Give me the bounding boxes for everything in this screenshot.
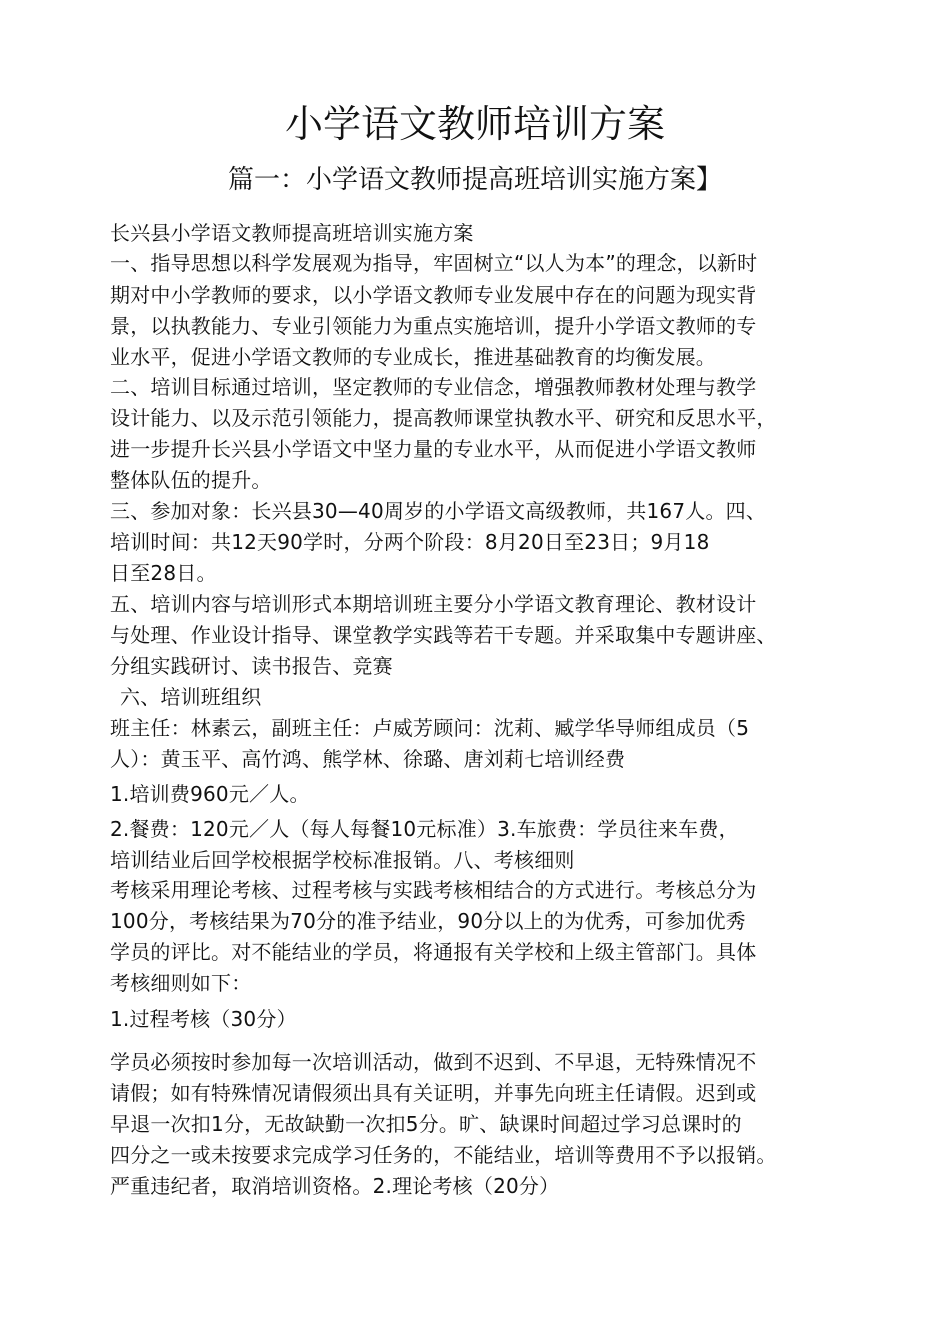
body-line: 进一步提升长兴县小学语文中坚力量的专业水平，从而促进小学语文教师 <box>110 437 757 461</box>
body-line: 100分，考核结果为70分的准予结业，90分以上的为优秀，可参加优秀 <box>110 909 746 933</box>
body-line: 二、培训目标通过培训，坚定教师的专业信念，增强教师教材处理与教学 <box>110 375 757 399</box>
body-line: 请假；如有特殊情况请假须出具有关证明，并事先向班主任请假。迟到或 <box>110 1081 757 1105</box>
body-line: 景，以执教能力、专业引领能力为重点实施培训，提升小学语文教师的专 <box>110 314 757 338</box>
body-line: 考核采用理论考核、过程考核与实践考核相结合的方式进行。考核总分为 <box>110 878 757 902</box>
body-line: 与处理、作业设计指导、课堂教学实践等若干专题。并采取集中专题讲座、 <box>110 623 777 647</box>
body-line: 1.培训费960元／人。 <box>110 782 310 806</box>
body-line: 一、指导思想以科学发展观为指导，牢固树立“以人为本”的理念，以新时 <box>110 251 758 275</box>
body-line: 期对中小学教师的要求，以小学语文教师专业发展中存在的问题为现实背 <box>110 283 757 307</box>
body-line: 培训结业后回学校根据学校标准报销。八、考核细则 <box>110 848 575 872</box>
document-subtitle: 篇一：小学语文教师提高班培训实施方案】 <box>227 165 722 195</box>
body-line: 整体队伍的提升。 <box>110 468 272 492</box>
body-line: 培训时间：共12天90学时，分两个阶段：8月20日至23日；9月18 <box>110 530 710 554</box>
body-line: 2.餐费：120元／人（每人每餐10元标准）3.车旅费：学员往来车费， <box>110 817 739 841</box>
body-line: 严重违纪者，取消培训资格。2.理论考核（20分） <box>110 1174 560 1198</box>
body-line: 学员的评比。对不能结业的学员，将通报有关学校和上级主管部门。具体 <box>110 940 757 964</box>
body-line: 三、参加对象：长兴县30—40周岁的小学语文高级教师，共167人。四、 <box>110 499 767 523</box>
body-line: 考核细则如下： <box>110 971 252 995</box>
document-title: 小学语文教师培训方案 <box>284 102 665 146</box>
body-line: 六、培训班组织 <box>120 685 262 709</box>
body-line: 业水平，促进小学语文教师的专业成长，推进基础教育的均衡发展。 <box>110 345 716 369</box>
body-line: 1.过程考核（30分） <box>110 1007 297 1031</box>
body-line: 四分之一或未按要求完成学习任务的，不能结业，培训等费用不予以报销。 <box>110 1143 777 1167</box>
body-line: 人）：黄玉平、高竹鸿、熊学林、徐璐、唐刘莉七培训经费 <box>110 747 626 771</box>
body-line: 设计能力、以及示范引领能力，提高教师课堂执教水平、研究和反思水平， <box>110 406 777 430</box>
body-line: 学员必须按时参加每一次培训活动，做到不迟到、不早退，无特殊情况不 <box>110 1050 757 1074</box>
body-line: 早退一次扣1分，无故缺勤一次扣5分。旷、缺课时间超过学习总课时的 <box>110 1112 742 1136</box>
body-line: 日至28日。 <box>110 561 217 585</box>
body-line: 五、培训内容与培训形式本期培训班主要分小学语文教育理论、教材设计 <box>110 592 757 616</box>
body-line: 班主任：林素云，副班主任：卢威芳顾问：沈莉、臧学华导师组成员（5 <box>110 716 750 740</box>
body-line: 分组实践研讨、读书报告、竞赛 <box>110 654 393 678</box>
body-line: 长兴县小学语文教师提高班培训实施方案 <box>110 221 474 245</box>
